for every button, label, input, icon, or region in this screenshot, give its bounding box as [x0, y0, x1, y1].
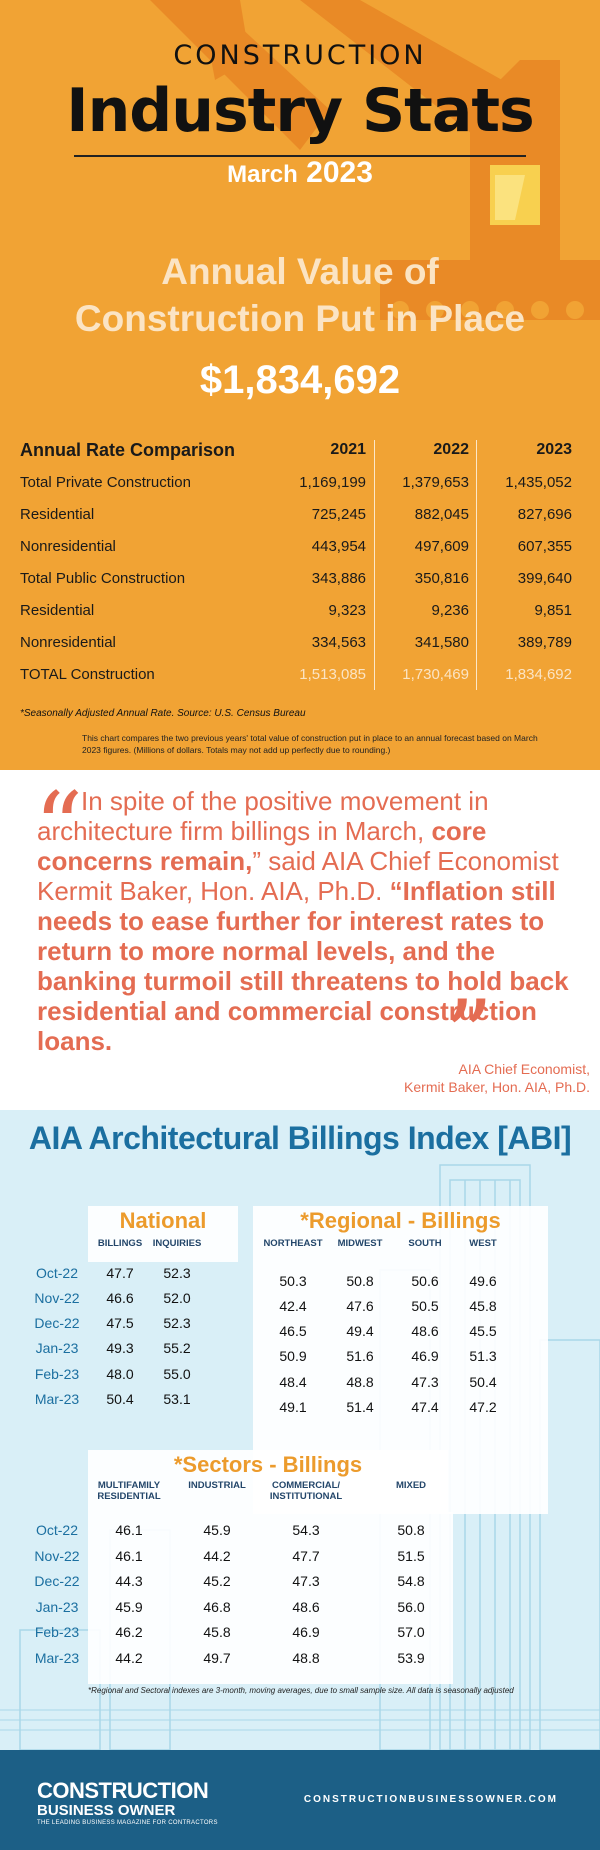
rate-row-label: Nonresidential: [20, 537, 116, 555]
regional-col-header: WEST: [469, 1238, 497, 1249]
sector-cell: 49.7: [203, 1650, 231, 1666]
regional-cell: 50.3: [279, 1273, 307, 1289]
quote-part: ” said AIA Chief Economist Kermit Baker, Hon. AIA, Ph.D.: [37, 846, 559, 906]
sector-cell: 57.0: [397, 1624, 425, 1640]
regional-cell: 49.1: [279, 1399, 307, 1415]
quote-section: [0, 770, 600, 1110]
issue-date: [0, 156, 600, 190]
abi-title: AIA Architectural Billings Index [ABI]: [28, 1120, 572, 1156]
brand-logo[interactable]: CONSTRUCTION: [37, 1778, 209, 1803]
brand-logo-subtitle: BUSINESS OWNER: [37, 1802, 176, 1819]
rate-row-label: Residential: [20, 601, 95, 619]
regional-cell: 46.9: [411, 1348, 439, 1364]
rate-cell: 334,563: [311, 633, 367, 651]
rate-description: This chart compares the two previous years' total value of construction put in place to an annual forecast based on March 2023 figures. (Millions of dollars. Totals may not add up perfectly due to rounding.): [82, 733, 538, 755]
national-cell: 52.3: [163, 1315, 191, 1331]
month-label: Jan-23: [35, 1599, 79, 1615]
regional-cell: 47.6: [346, 1298, 374, 1314]
regional-cell: 48.4: [279, 1374, 307, 1390]
rate-cell: 341,580: [414, 633, 469, 651]
rate-cell: 389,789: [517, 633, 572, 651]
rate-table-heading: Annual Rate Comparison: [20, 439, 236, 460]
month-label: Jan-23: [35, 1340, 79, 1356]
national-cell: 52.3: [163, 1265, 191, 1281]
regional-cell: 51.4: [346, 1399, 374, 1415]
rate-row: [20, 498, 580, 530]
rate-row-label: Nonresidential: [20, 633, 116, 651]
national-cell: 55.2: [163, 1340, 191, 1356]
attribution-title: AIA Chief Economist,: [458, 1061, 590, 1077]
regional-cell: 46.5: [279, 1323, 307, 1339]
year-header: 2021: [330, 441, 367, 458]
regional-cell: 51.6: [346, 1348, 374, 1364]
month-label: Nov-22: [34, 1290, 80, 1306]
rate-cell: 882,045: [414, 505, 469, 523]
regional-cell: 45.5: [469, 1323, 497, 1339]
sector-cell: 47.7: [292, 1548, 320, 1564]
month-label: Feb-23: [34, 1624, 80, 1640]
month-label: Mar-23: [34, 1391, 80, 1407]
rate-row: [20, 562, 580, 594]
regional-cell: 49.6: [469, 1273, 497, 1289]
rate-cell: 9,851: [534, 601, 572, 619]
open-quote-icon: “: [34, 772, 84, 884]
website-link[interactable]: CONSTRUCTIONBUSINESSOWNER.COM: [303, 1794, 558, 1805]
annual-value-heading: [0, 248, 600, 342]
national-cell: 53.1: [163, 1391, 191, 1407]
issue-month: March: [227, 161, 298, 188]
sector-cell: 44.2: [115, 1650, 143, 1666]
quote-emphasis: core concerns remain,: [37, 816, 487, 876]
rate-cell: 399,640: [517, 569, 572, 587]
sector-cell: 56.0: [397, 1599, 425, 1615]
sector-cell: 48.8: [292, 1650, 320, 1666]
rate-cell: 9,323: [328, 601, 367, 619]
rate-row-label: Total Private Construction: [20, 473, 191, 491]
sector-cell: 50.8: [397, 1522, 425, 1538]
year-header: 2022: [433, 441, 469, 458]
close-quote-icon: ”: [444, 980, 494, 1092]
national-cell: 47.7: [106, 1265, 134, 1281]
quote-attribution: [404, 1060, 590, 1096]
regional-cell: 50.8: [346, 1273, 374, 1289]
rate-cell: 607,355: [517, 537, 572, 555]
rate-row-label: Total Public Construction: [20, 569, 186, 587]
month-label: Oct-22: [35, 1522, 78, 1538]
month-label: Feb-23: [34, 1366, 80, 1382]
footer: [0, 1750, 600, 1850]
quote-emphasis: “Inflation still needs to ease further for interest rates to return to more normal levels, and the banking turmoil still threatens to hold back residential and commercial construction loans.: [37, 876, 569, 1056]
sector-cell: 44.2: [203, 1548, 231, 1564]
sectors-title: *Sectors - Billings: [173, 1452, 363, 1477]
regional-cell: 47.2: [469, 1399, 497, 1415]
regional-col-header: SOUTH: [408, 1238, 442, 1249]
annual-value-line2: Construction Put in Place: [74, 298, 526, 339]
header-kicker: CONSTRUCTION: [173, 40, 427, 71]
national-cell: 50.4: [106, 1391, 134, 1407]
regional-cell: 42.4: [279, 1298, 307, 1314]
sector-cell: 47.3: [292, 1573, 320, 1589]
sector-cell: 45.2: [203, 1573, 231, 1589]
regional-cell: 50.5: [411, 1298, 439, 1314]
rate-cell: 350,816: [414, 569, 469, 587]
national-col-header: BILLINGS: [97, 1238, 143, 1249]
sector-cell: 54.8: [397, 1573, 425, 1589]
national-cell: 49.3: [106, 1340, 134, 1356]
sector-cell: 46.1: [115, 1522, 143, 1538]
month-label: Mar-23: [34, 1650, 80, 1666]
sector-cell: 46.8: [203, 1599, 231, 1615]
rate-cell: 9,236: [431, 601, 469, 619]
brand-tagline: THE LEADING BUSINESS MAGAZINE FOR CONTRACTORS: [37, 1820, 218, 1826]
abi-footnote: *Regional and Sectoral indexes are 3-month, moving averages, due to small sample size. All data is seasonally adjusted: [88, 1686, 514, 1695]
sector-cell: 48.6: [292, 1599, 320, 1615]
rate-cell: 497,609: [414, 537, 469, 555]
sector-cell: 46.2: [115, 1624, 143, 1640]
rate-cell: 827,696: [517, 505, 572, 523]
rate-row: [20, 466, 580, 498]
regional-col-header: MIDWEST: [337, 1238, 383, 1249]
regional-cell: 51.3: [469, 1348, 497, 1364]
national-cell: 52.0: [163, 1290, 191, 1306]
annual-value-line1: Annual Value of: [161, 251, 439, 292]
sector-cell: 45.8: [203, 1624, 231, 1640]
rate-cell: 1,513,085: [299, 665, 367, 683]
annual-value-total: $1,834,692: [199, 358, 401, 402]
sector-col-header: INDUSTRIAL: [188, 1480, 246, 1491]
rate-row-label: TOTAL Construction: [20, 665, 155, 683]
national-cell: 46.6: [106, 1290, 134, 1306]
page-title: Industry Stats: [66, 76, 534, 146]
month-label: Nov-22: [34, 1548, 80, 1564]
rate-cell: 443,954: [311, 537, 367, 555]
rate-cell: 1,435,052: [505, 473, 572, 491]
regional-cell: 45.8: [469, 1298, 497, 1314]
sector-cell: 44.3: [115, 1573, 143, 1589]
attribution-name: Kermit Baker, Hon. AIA, Ph.D.: [404, 1079, 590, 1095]
stats-header-section: [0, 0, 600, 770]
national-title: National: [119, 1208, 207, 1233]
regional-cell: 50.9: [279, 1348, 307, 1364]
regional-cell: 50.6: [411, 1273, 439, 1289]
month-label: Dec-22: [34, 1573, 80, 1589]
quote-part: In spite of the positive movement in architecture firm billings in March,: [37, 786, 489, 846]
rate-cell: 1,834,692: [505, 665, 572, 683]
rate-row: [20, 530, 580, 562]
regional-cell: 48.8: [346, 1374, 374, 1390]
annual-rate-table: [20, 434, 580, 690]
regional-cell: 49.4: [346, 1323, 374, 1339]
regional-cell: 47.4: [411, 1399, 439, 1415]
month-label: Oct-22: [35, 1265, 78, 1281]
sector-cell: 45.9: [115, 1599, 143, 1615]
national-cell: 48.0: [106, 1366, 134, 1382]
rate-table-body: [20, 466, 580, 690]
sector-cell: 46.1: [115, 1548, 143, 1564]
sector-cell: 53.9: [397, 1650, 425, 1666]
regional-col-header: NORTHEAST: [263, 1238, 323, 1249]
regional-cell: 50.4: [469, 1374, 497, 1390]
rate-row-label: Residential: [20, 505, 95, 523]
year-header: 2023: [536, 441, 572, 458]
regional-cell: 48.6: [411, 1323, 439, 1339]
sector-col-header: MIXED: [395, 1480, 427, 1491]
sector-cell: 45.9: [203, 1522, 231, 1538]
national-col-header: INQUIRIES: [152, 1238, 202, 1249]
sector-cell: 54.3: [292, 1522, 320, 1538]
issue-year: 2023: [306, 156, 373, 189]
rate-cell: 343,886: [311, 569, 367, 587]
rate-row: [20, 594, 580, 626]
regional-cell: 47.3: [411, 1374, 439, 1390]
rate-row: [20, 658, 580, 690]
rate-row: [20, 626, 580, 658]
rate-cell: 1,730,469: [402, 665, 469, 683]
abi-section: [0, 1110, 600, 1750]
sector-cell: 46.9: [292, 1624, 320, 1640]
sector-col-header: MULTIFAMILY RESIDENTIAL: [97, 1480, 161, 1502]
regional-title: *Regional - Billings: [300, 1208, 501, 1233]
rate-cell: 725,245: [311, 505, 367, 523]
national-cell: 55.0: [163, 1366, 191, 1382]
national-cell: 47.5: [106, 1315, 134, 1331]
rate-footnote: *Seasonally Adjusted Annual Rate. Source: U.S. Census Bureau: [20, 708, 306, 719]
sector-col-header: COMMERCIAL/ INSTITUTIONAL: [269, 1480, 343, 1502]
month-label: Dec-22: [34, 1315, 80, 1331]
rate-cell: 1,379,653: [402, 473, 469, 491]
rate-cell: 1,169,199: [299, 473, 367, 491]
sector-cell: 51.5: [397, 1548, 425, 1564]
